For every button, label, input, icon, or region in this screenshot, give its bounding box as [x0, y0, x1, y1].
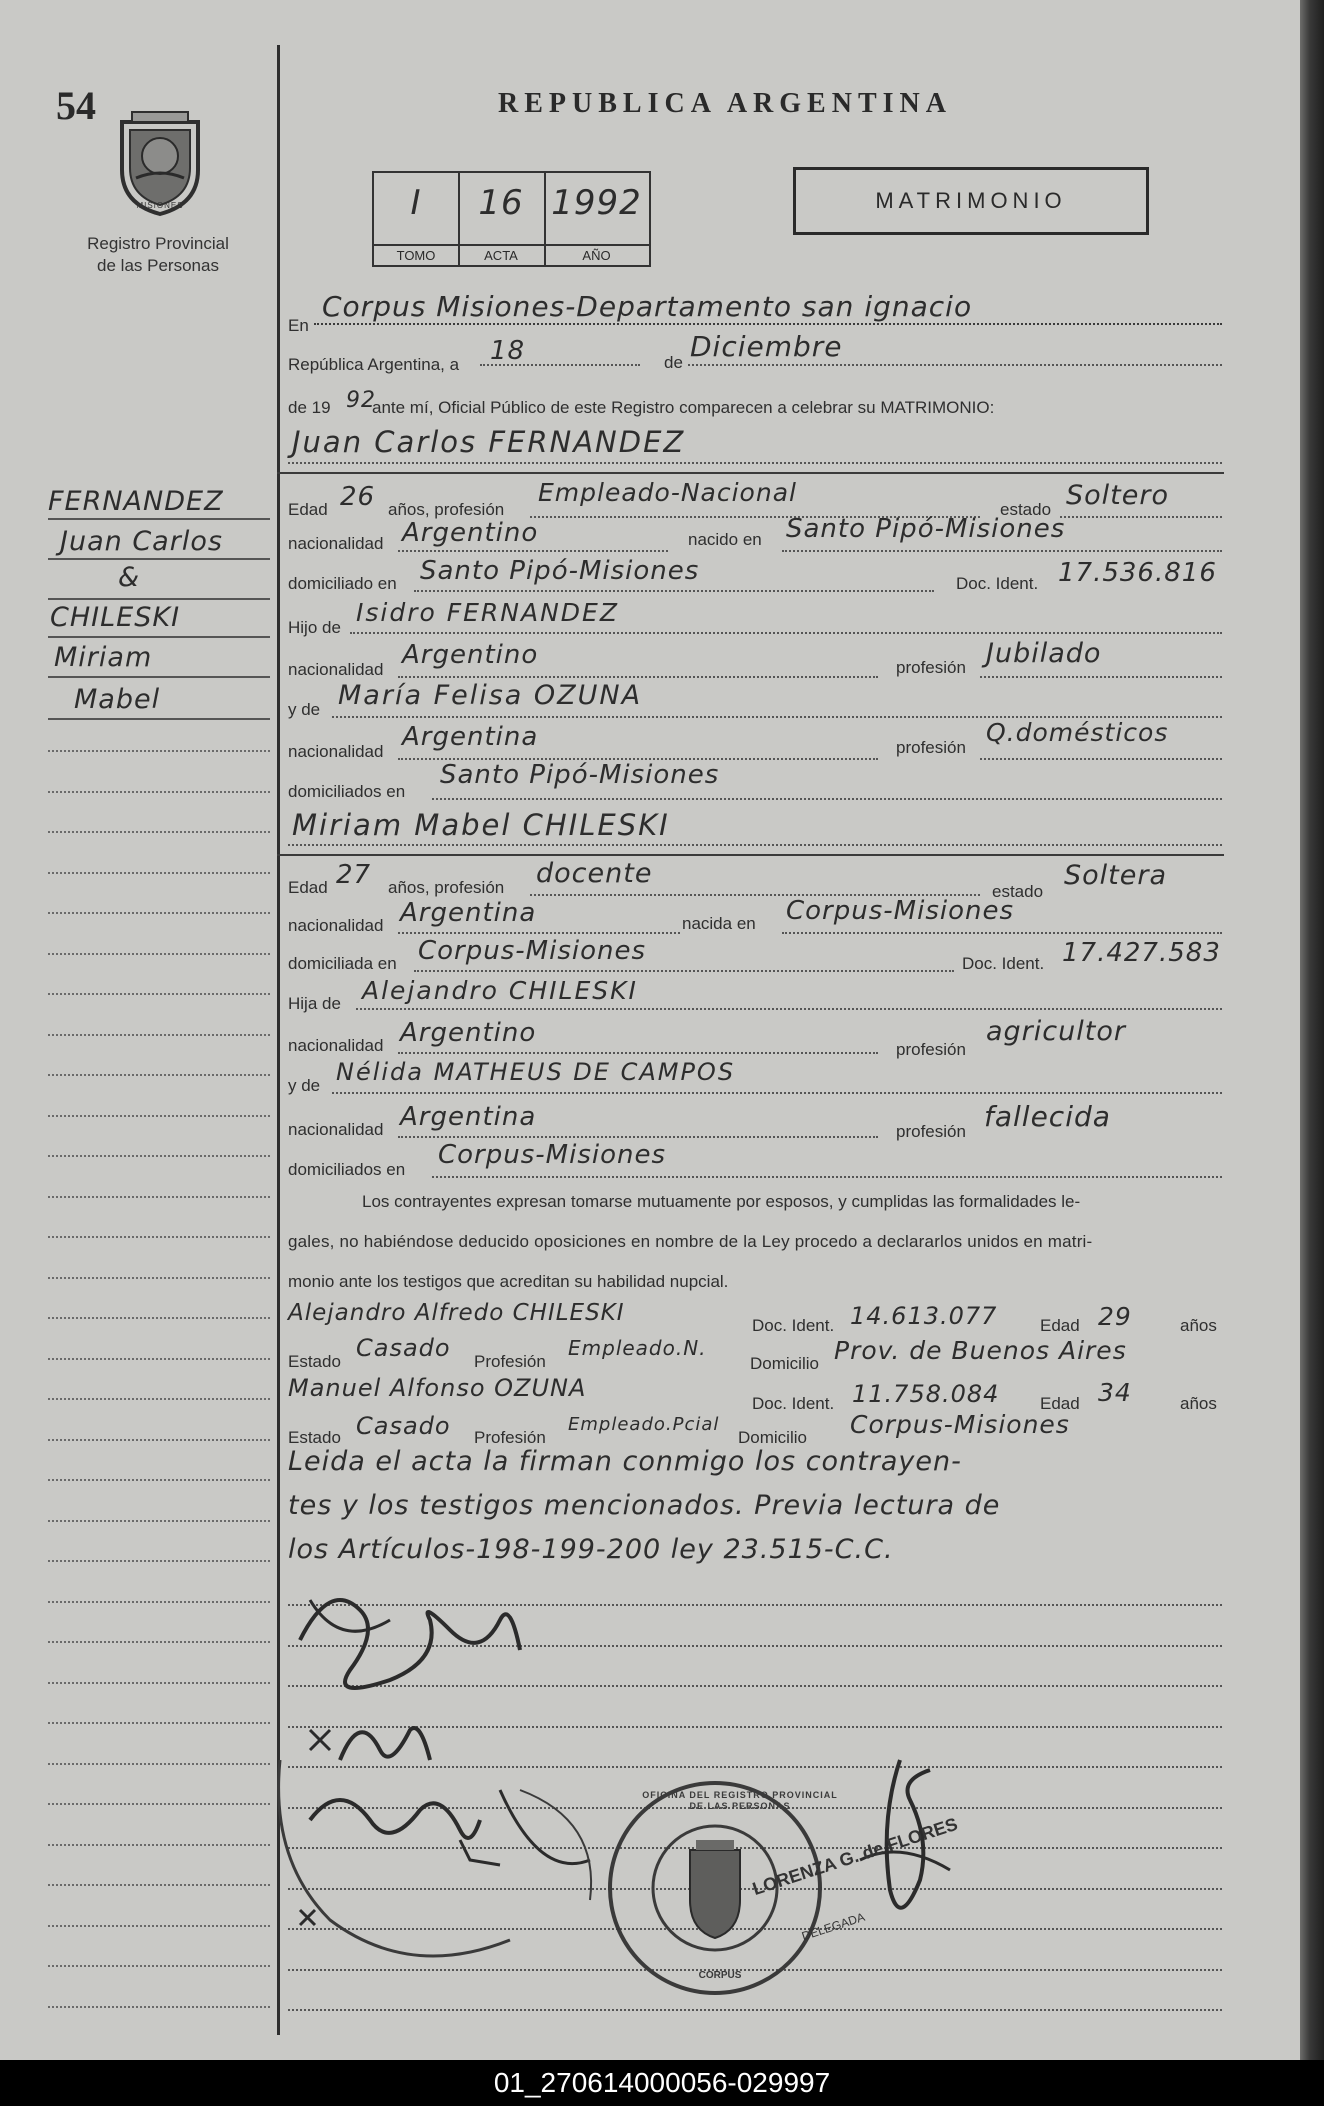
registry-name-line2: de las Personas	[97, 256, 219, 275]
bride-padre-nac-underline	[398, 1052, 878, 1054]
acta-value: 16	[478, 183, 524, 223]
groom-padre-prof-underline	[980, 676, 1222, 678]
declaration-line2: gales, no habiéndose deducido oposiciones en nombre de la Ley procedo a declararlos unidos en matri-	[288, 1232, 1093, 1251]
groom-nac-underline	[398, 550, 668, 552]
groom-doms-label: domiciliados en	[288, 782, 406, 801]
registry-name-line1: Registro Provincial	[87, 234, 229, 253]
groom-name: Juan Carlos FERNANDEZ	[292, 425, 686, 459]
margin-ruled-line	[48, 1560, 270, 1562]
witness2-name: Manuel Alfonso OZUNA	[288, 1374, 587, 1402]
margin-ruled-line	[48, 1722, 270, 1724]
margin-ruled-line	[48, 1884, 270, 1886]
witness1-doc-label: Doc. Ident.	[752, 1316, 835, 1335]
witness2-dom-label: Domicilio	[738, 1428, 807, 1447]
bride-nacionalidad: Argentina	[400, 898, 537, 928]
witness2-edad: 34	[1098, 1378, 1132, 1407]
intro-statement: ante mí, Oficial Público de este Registro comparecen a celebrar su MATRIMONIO:	[372, 398, 995, 417]
witness1-doc: 14.613.077	[850, 1302, 998, 1330]
margin-ruled-line	[48, 1763, 270, 1765]
margin-ruled-line	[48, 1074, 270, 1076]
groom-estado: Soltero	[1066, 480, 1169, 511]
month-value: Diciembre	[690, 330, 843, 363]
margin-ruled-line	[48, 1196, 270, 1198]
bride-madre-prof-label: profesión	[896, 1122, 966, 1141]
bride-section-divider	[277, 854, 1224, 856]
margin-ruled-line	[48, 953, 270, 955]
bride-padre-prof-label: profesión	[896, 1040, 966, 1059]
bride-nac-label: nacionalidad	[288, 916, 384, 935]
margin-ruled-line	[48, 1358, 270, 1360]
witness1-dom-label: Domicilio	[750, 1354, 819, 1373]
closing-line2: tes y los testigos mencionados. Previa lectura de	[288, 1490, 1001, 1521]
groom-padre-nac-underline	[398, 676, 878, 678]
margin-ruled-line	[48, 1520, 270, 1522]
witness2-doc-label: Doc. Ident.	[752, 1394, 835, 1413]
book-binding	[1300, 0, 1324, 2060]
groom-padre: Isidro FERNANDEZ	[356, 598, 619, 627]
bride-padre-nac-label: nacionalidad	[288, 1036, 384, 1055]
witness2-anos-label: años	[1180, 1394, 1217, 1413]
margin-ruled-line	[48, 1398, 270, 1400]
margin-underline	[48, 636, 270, 638]
ano-label: AÑO	[544, 244, 649, 263]
bride-padre-underline	[356, 1008, 1222, 1010]
witness2-prof-label: Profesión	[474, 1428, 546, 1447]
margin-note-line2: Juan Carlos	[60, 526, 223, 557]
bride-padre: Alejandro CHILESKI	[362, 976, 638, 1005]
bride-nac-underline	[398, 932, 680, 934]
month-underline	[688, 364, 1222, 366]
de-label: de	[664, 353, 683, 372]
witness1-edad-label: Edad	[1040, 1316, 1080, 1335]
witness1-prof-label: Profesión	[474, 1352, 546, 1371]
bride-edad: 27	[336, 860, 372, 890]
groom-dom-underline	[414, 590, 934, 592]
stamp-ring-text: OFICINA DEL REGISTRO PROVINCIAL DE LAS PERSONAS	[642, 1790, 838, 1811]
groom-edad-label: Edad	[288, 500, 328, 519]
groom-anos-label: años, profesión	[388, 500, 505, 519]
bride-name: Miriam Mabel CHILESKI	[292, 808, 670, 842]
groom-padre-prof: Jubilado	[986, 638, 1102, 669]
en-label: En	[288, 316, 309, 335]
bride-madre: Nélida MATHEUS DE CAMPOS	[336, 1058, 736, 1086]
margin-ruled-line	[48, 1601, 270, 1603]
margin-ruled-line	[48, 1277, 270, 1279]
margin-underline	[48, 518, 270, 520]
bride-dom-underline	[414, 970, 954, 972]
bride-madre-prof: fallecida	[984, 1100, 1111, 1133]
seal-text: MISIONES	[136, 201, 184, 210]
groom-nacido-label: nacido en	[688, 530, 762, 549]
groom-nac-label: nacionalidad	[288, 534, 384, 553]
bride-profesion: docente	[536, 858, 653, 889]
bride-doms-label: domiciliados en	[288, 1160, 406, 1179]
bride-padre-prof: agricultor	[986, 1016, 1126, 1047]
groom-section-divider	[277, 472, 1224, 474]
margin-ruled-line	[48, 1236, 270, 1238]
witness1-estado: Casado	[356, 1334, 451, 1362]
groom-nacionalidad: Argentino	[402, 518, 539, 548]
closing-line1: Leida el acta la firman conmigo los contrayen-	[288, 1446, 962, 1477]
margin-ruled-line	[48, 791, 270, 793]
tomo-value: I	[410, 183, 422, 223]
margin-ruled-line	[48, 1439, 270, 1441]
margin-ruled-line	[48, 1803, 270, 1805]
officer-name: LORENZA G. de FLORES	[750, 1813, 961, 1900]
groom-estado-label: estado	[1000, 500, 1052, 519]
country-title: REPUBLICA ARGENTINA	[498, 88, 952, 119]
footer-code: 01_270614000056-029997	[0, 2060, 1324, 2106]
bride-madre-nac: Argentina	[400, 1102, 537, 1132]
witness1-edad: 29	[1098, 1302, 1132, 1331]
acta-label: ACTA	[458, 244, 544, 263]
margin-underline	[48, 676, 270, 678]
groom-madre-prof: Q.domésticos	[986, 718, 1169, 747]
groom-padre-underline	[350, 632, 1222, 634]
witness2-doc: 11.758.084	[852, 1380, 1000, 1408]
ano-value: 1992	[551, 183, 642, 223]
bride-dom-label: domiciliada en	[288, 954, 397, 973]
bride-nacida: Corpus-Misiones	[786, 896, 1015, 926]
margin-ruled-line	[48, 1682, 270, 1684]
place-value: Corpus Misiones-Departamento san ignacio	[322, 290, 973, 323]
witness2-estado: Casado	[356, 1412, 451, 1440]
bride-madre-underline	[332, 1092, 1222, 1094]
groom-padres-dom-underline	[432, 798, 1222, 800]
groom-madre-prof-underline	[980, 758, 1222, 760]
bride-estado: Soltera	[1064, 860, 1168, 891]
day-underline	[480, 364, 640, 366]
margin-underline	[48, 718, 270, 720]
margin-ruled-line	[48, 831, 270, 833]
margin-underline	[48, 598, 270, 600]
groom-padre-nac-label: nacionalidad	[288, 660, 384, 679]
margin-ruled-line	[48, 1641, 270, 1643]
groom-yde-label: y de	[288, 700, 321, 719]
witness1-estado-label: Estado	[288, 1352, 341, 1371]
margin-ruled-line	[48, 2006, 270, 2008]
bride-doc: 17.427.583	[1062, 938, 1221, 968]
groom-madre: María Felisa OZUNA	[338, 680, 643, 711]
groom-estado-underline	[1060, 516, 1222, 518]
bride-padres-dom-underline	[432, 1176, 1222, 1178]
margin-ruled-line	[48, 1844, 270, 1846]
witness1-prof: Empleado.N.	[568, 1336, 707, 1360]
tomo-label: TOMO	[374, 244, 458, 263]
year-prefix: de 19	[288, 398, 331, 417]
groom-padre-prof-label: profesión	[896, 658, 966, 677]
officer-title: DELEGADA	[800, 1909, 867, 1944]
groom-madre-nac: Argentina	[402, 722, 539, 752]
groom-padre-nac: Argentino	[402, 640, 539, 670]
margin-note-line6: Mabel	[74, 684, 161, 715]
margin-ruled-line	[48, 1115, 270, 1117]
groom-doc: 17.536.816	[1058, 558, 1217, 588]
groom-doc-label: Doc. Ident.	[956, 574, 1039, 593]
declaration-line1: Los contrayentes expresan tomarse mutuamente por esposos, y cumplidas las formalidades le-	[362, 1192, 1081, 1211]
bride-edad-label: Edad	[288, 878, 328, 897]
groom-dom-label: domiciliado en	[288, 574, 397, 593]
groom-padres-dom: Santo Pipó-Misiones	[440, 760, 720, 790]
bride-yde-label: y de	[288, 1076, 321, 1095]
bride-nacida-label: nacida en	[682, 914, 756, 933]
margin-ruled-line	[48, 912, 270, 914]
witness1-name: Alejandro Alfredo CHILESKI	[288, 1300, 625, 1326]
groom-edad: 26	[340, 482, 376, 512]
groom-madre-nac-label: nacionalidad	[288, 742, 384, 761]
bride-padre-nac: Argentino	[400, 1018, 537, 1048]
witness1-dom: Prov. de Buenos Aires	[834, 1336, 1127, 1365]
bride-padres-dom: Corpus-Misiones	[438, 1140, 667, 1170]
witness2-estado-label: Estado	[288, 1428, 341, 1447]
bride-domicilio: Corpus-Misiones	[418, 936, 647, 966]
margin-ruled-line	[48, 1925, 270, 1927]
bride-nacida-underline	[782, 932, 1222, 934]
margin-note-line5: Miriam	[54, 642, 153, 673]
bride-madre-nac-label: nacionalidad	[288, 1120, 384, 1139]
margin-ruled-line	[48, 872, 270, 874]
document-type-box: MATRIMONIO	[793, 167, 1149, 235]
margin-ruled-line	[48, 1034, 270, 1036]
witness2-dom: Corpus-Misiones	[850, 1410, 1070, 1439]
margin-ruled-line	[48, 1317, 270, 1319]
groom-nacido-underline	[782, 550, 1222, 552]
groom-hijo-label: Hijo de	[288, 618, 341, 637]
tomo-acta-ano-box	[372, 171, 651, 267]
groom-name-underline	[288, 462, 1222, 464]
margin-note-line4: CHILESKI	[50, 602, 181, 633]
place-underline	[314, 323, 1222, 325]
margin-ruled-line	[48, 750, 270, 752]
stamp-bottom-text: CORPUS	[698, 1970, 742, 1981]
bride-hija-label: Hija de	[288, 994, 341, 1013]
bride-anos-label: años, profesión	[388, 878, 505, 897]
republica-label: República Argentina, a	[288, 355, 460, 374]
bride-doc-label: Doc. Ident.	[962, 954, 1045, 973]
day-value: 18	[490, 336, 526, 366]
margin-note-line3: &	[118, 562, 141, 593]
witness2-edad-label: Edad	[1040, 1394, 1080, 1413]
bride-estado-label: estado	[992, 882, 1044, 901]
margin-underline	[48, 558, 270, 560]
groom-domicilio: Santo Pipó-Misiones	[420, 556, 700, 586]
witness1-anos-label: años	[1180, 1316, 1217, 1335]
margin-note-line1: FERNANDEZ	[48, 486, 224, 517]
groom-nacido: Santo Pipó-Misiones	[786, 514, 1066, 544]
groom-madre-prof-label: profesión	[896, 738, 966, 757]
bride-name-underline	[288, 844, 1222, 846]
groom-profesion: Empleado-Nacional	[538, 478, 797, 507]
declaration-line3: monio ante los testigos que acreditan su habilidad nupcial.	[288, 1272, 729, 1291]
margin-ruled-line	[48, 993, 270, 995]
witness2-prof: Empleado.Pcial	[568, 1414, 720, 1435]
closing-line3: los Artículos-198-199-200 ley 23.515-C.C.	[288, 1534, 894, 1565]
margin-ruled-line	[48, 1479, 270, 1481]
margin-ruled-line	[48, 1965, 270, 1967]
page-number: 54	[56, 83, 96, 128]
margin-ruled-line	[48, 1155, 270, 1157]
bride-madre-nac-underline	[398, 1136, 878, 1138]
year-suffix: 92	[346, 388, 376, 413]
